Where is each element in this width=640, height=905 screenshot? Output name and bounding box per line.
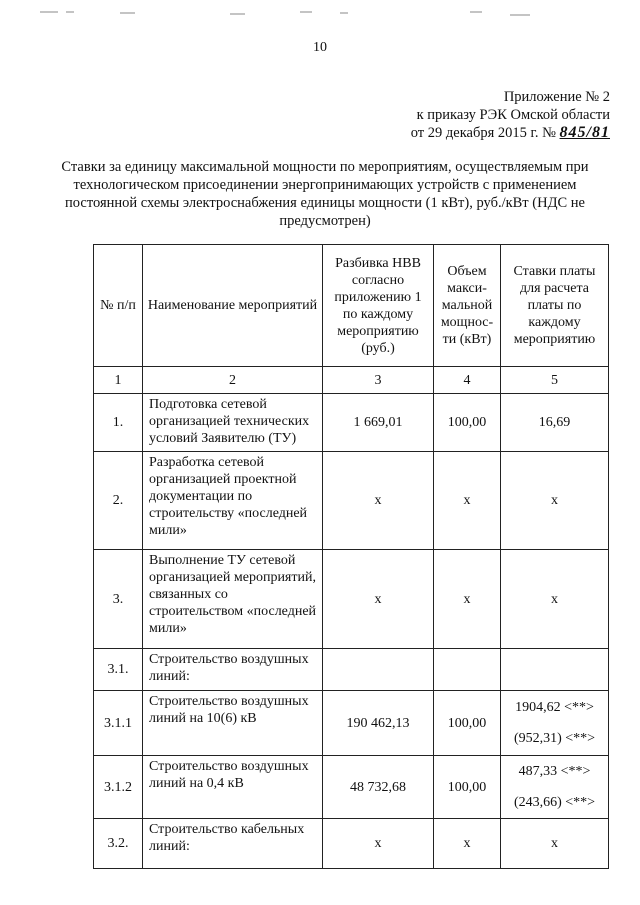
row-rate: х — [501, 550, 609, 649]
row-name: Разработка сетевой организацией проектной документации по строительству «последней мили» — [143, 452, 323, 550]
table-row — [94, 649, 609, 691]
row-name: Строительство воздушных линий: — [143, 649, 323, 691]
row-nvv: х — [323, 452, 434, 550]
row-rate — [501, 649, 609, 691]
row-name: Строительство кабельных линий: — [143, 819, 323, 869]
row-rate-value: 487,33 <**> — [518, 764, 591, 779]
row-power: 100,00 — [434, 756, 501, 819]
row-rate: х — [501, 819, 609, 869]
col-number: 4 — [434, 367, 501, 394]
table-row — [94, 691, 609, 756]
annex-block — [411, 88, 610, 142]
row-num: 3.1. — [94, 649, 143, 691]
table-row — [94, 394, 609, 452]
annex-date: от 29 декабря 2015 г. № — [410, 125, 556, 141]
table-row — [94, 550, 609, 649]
row-power: х — [434, 452, 501, 550]
row-nvv: х — [323, 819, 434, 869]
row-rate — [501, 691, 609, 756]
annex-line-2: к приказу РЭК Омской области — [416, 107, 610, 123]
row-name: Подготовка сетевой организацией технических условий Заявителю (ТУ) — [143, 394, 323, 452]
row-num: 3.1.1 — [94, 691, 143, 756]
page-number: 10 — [313, 40, 327, 55]
header-num: № п/п — [94, 245, 143, 367]
row-num: 1. — [94, 394, 143, 452]
row-rate-alt-value: (243,66) <**> — [513, 795, 596, 810]
row-name: Строительство воздушных линий на 10(6) кВ — [143, 691, 323, 756]
annex-line-3 — [411, 124, 610, 142]
row-num: 3.2. — [94, 819, 143, 869]
scan-artifacts — [0, 6, 640, 22]
row-num: 2. — [94, 452, 143, 550]
document-title: Ставки за единицу максимальной мощности по мероприятиям, осуществляемым при технологическом присоединении энергопринимающих устройств с применением постоянной схемы электроснабжения единицы мощности (1 кВт), руб./кВт (НДС не предусмотрен) — [61, 159, 589, 229]
row-nvv: 190 462,13 — [323, 691, 434, 756]
col-number: 1 — [94, 367, 143, 394]
row-num: 3.1.2 — [94, 756, 143, 819]
header-name: Наименование мероприятий — [143, 245, 323, 367]
row-nvv: 48 732,68 — [323, 756, 434, 819]
row-nvv: х — [323, 550, 434, 649]
header-rate: Ставки платы для расчета платы по каждому мероприятию — [501, 245, 609, 367]
col-number: 3 — [323, 367, 434, 394]
row-rate — [501, 756, 609, 819]
row-nvv — [323, 649, 434, 691]
row-power: 100,00 — [434, 691, 501, 756]
row-name: Строительство воздушных линий на 0,4 кВ — [143, 756, 323, 819]
table-row — [94, 819, 609, 869]
row-name: Выполнение ТУ сетевой организацией мероприятий, связанных со строительством «последней мили» — [143, 550, 323, 649]
order-number-handwritten: 845/81 — [559, 124, 610, 141]
col-number: 5 — [501, 367, 609, 394]
col-number: 2 — [143, 367, 323, 394]
row-power — [434, 649, 501, 691]
column-number-row — [94, 367, 609, 394]
row-nvv: 1 669,01 — [323, 394, 434, 452]
row-num: 3. — [94, 550, 143, 649]
row-rate-value: 1904,62 <**> — [515, 700, 594, 715]
table-header-row — [94, 245, 609, 367]
table-row — [94, 452, 609, 550]
row-power: 100,00 — [434, 394, 501, 452]
header-nvv: Разбивка НВВ согласно приложению 1 по каждому мероприятию (руб.) — [323, 245, 434, 367]
annex-line-1: Приложение № 2 — [503, 89, 610, 105]
row-power: х — [434, 819, 501, 869]
table-row — [94, 756, 609, 819]
row-rate: х — [501, 452, 609, 550]
row-rate: 16,69 — [501, 394, 609, 452]
header-power: Объем макси-мальной мощнос-ти (кВт) — [434, 245, 501, 367]
row-rate-alt-value: (952,31) <**> — [513, 731, 596, 746]
row-power: х — [434, 550, 501, 649]
rates-table — [93, 244, 609, 869]
